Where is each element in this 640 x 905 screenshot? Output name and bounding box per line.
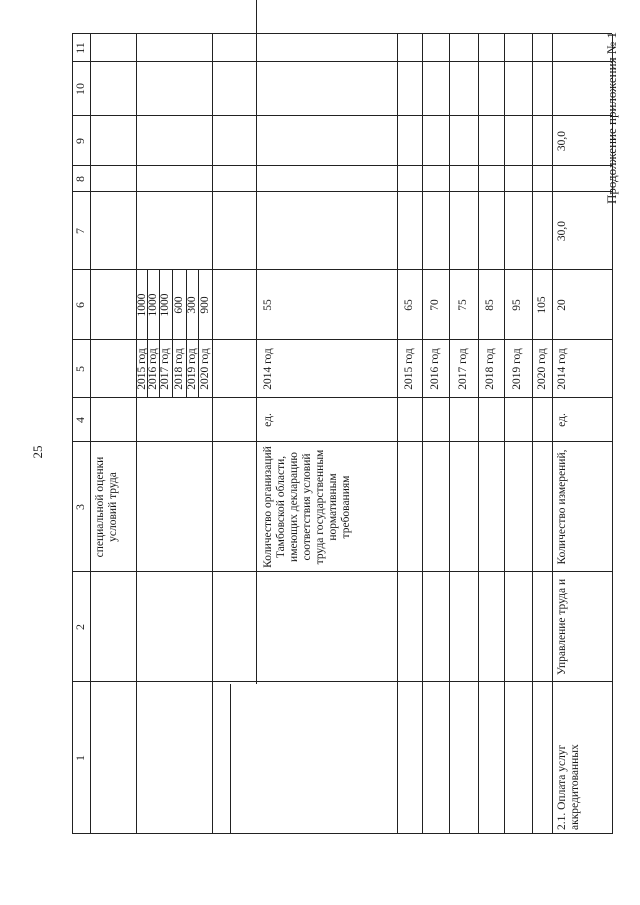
special-value-2020: 900 [199,296,211,314]
special-year-2015: 2015 год [136,348,148,390]
special-year-2017: 2017 год [159,348,171,390]
orgs-year-2016: 2016 год [429,348,441,390]
special-value-2018: 600 [173,296,185,314]
document-page: 25 Продолжение приложения № 1 1 2 3 4 5 6 7 8 9 10 11 специальной оценки условий труда 2015 год 1000 2016 год 1000 2017 год 1000 2018 год 600 2019 год 300 2020 год 900 Количество организаций Тамбовской области, имеющих декларацию соответствия условий труда государственным нормативным требованиям ед. 2014 год 55 2015 год 65 2016 год 70 2017 год 75 2018 год 85 2019 год 95 2020 год 105 2.1. Оплата услуг аккредитованных Управление труда и Количество измерений, ед. 2014 год 20 30,0 30,0 [0,0,640,905]
orgs-declaration-name: Количество организаций Тамбовской области, имеющих декларацию соответствия условий труда государственным нормативным требованиям [262,446,352,568]
special-value-2019: 300 [186,296,198,314]
orgs-value-2019: 95 [511,299,523,311]
col-header-7: 7 [73,228,87,234]
special-year-2020: 2020 год [199,348,211,390]
special-assessment-name: специальной оценки условий труда [94,456,119,558]
item-2-1-unit: ед. [556,413,568,427]
item-2-1-col7: 30,0 [556,220,568,242]
orgs-value-2017: 75 [457,299,469,311]
col-header-2: 2 [73,624,87,630]
item-2-1-value: 20 [556,299,568,311]
special-year-2019: 2019 год [186,348,198,390]
orgs-unit: ед. [262,413,274,427]
col-header-11: 11 [73,42,87,54]
col-header-5: 5 [73,366,87,372]
col-header-4: 4 [73,417,87,423]
item-2-1-title: 2.1. Оплата услуг аккредитованных [556,744,581,830]
orgs-year-2018: 2018 год [484,348,496,390]
col-header-6: 6 [73,302,87,308]
orgs-year-2019: 2019 год [511,348,523,390]
col-header-9: 9 [73,138,87,144]
orgs-value-2020: 105 [536,296,548,314]
item-2-1-executor: Управление труда и [556,578,568,676]
orgs-year-2014: 2014 год [262,348,274,390]
orgs-year-2017: 2017 год [457,348,469,390]
orgs-value-2015: 65 [403,299,415,311]
orgs-value-2016: 70 [429,299,441,311]
item-2-1-indicator: Количество измерений, [556,449,568,565]
item-2-1-col9: 30,0 [556,130,568,152]
item-2-1-year: 2014 год [556,348,568,390]
special-year-2016: 2016 год [147,348,159,390]
indicators-table [72,34,612,834]
col-header-8: 8 [73,176,87,182]
col-header-3: 3 [73,504,87,510]
orgs-value-2014: 55 [262,299,274,311]
col-header-1: 1 [73,755,87,761]
special-value-2015: 1000 [136,293,148,317]
special-value-2017: 1000 [159,293,171,317]
col-header-10: 10 [73,83,87,95]
orgs-year-2020: 2020 год [536,348,548,390]
orgs-year-2015: 2015 год [403,348,415,390]
special-value-2016: 1000 [147,293,159,317]
special-year-2018: 2018 год [173,348,185,390]
orgs-value-2018: 85 [484,299,496,311]
